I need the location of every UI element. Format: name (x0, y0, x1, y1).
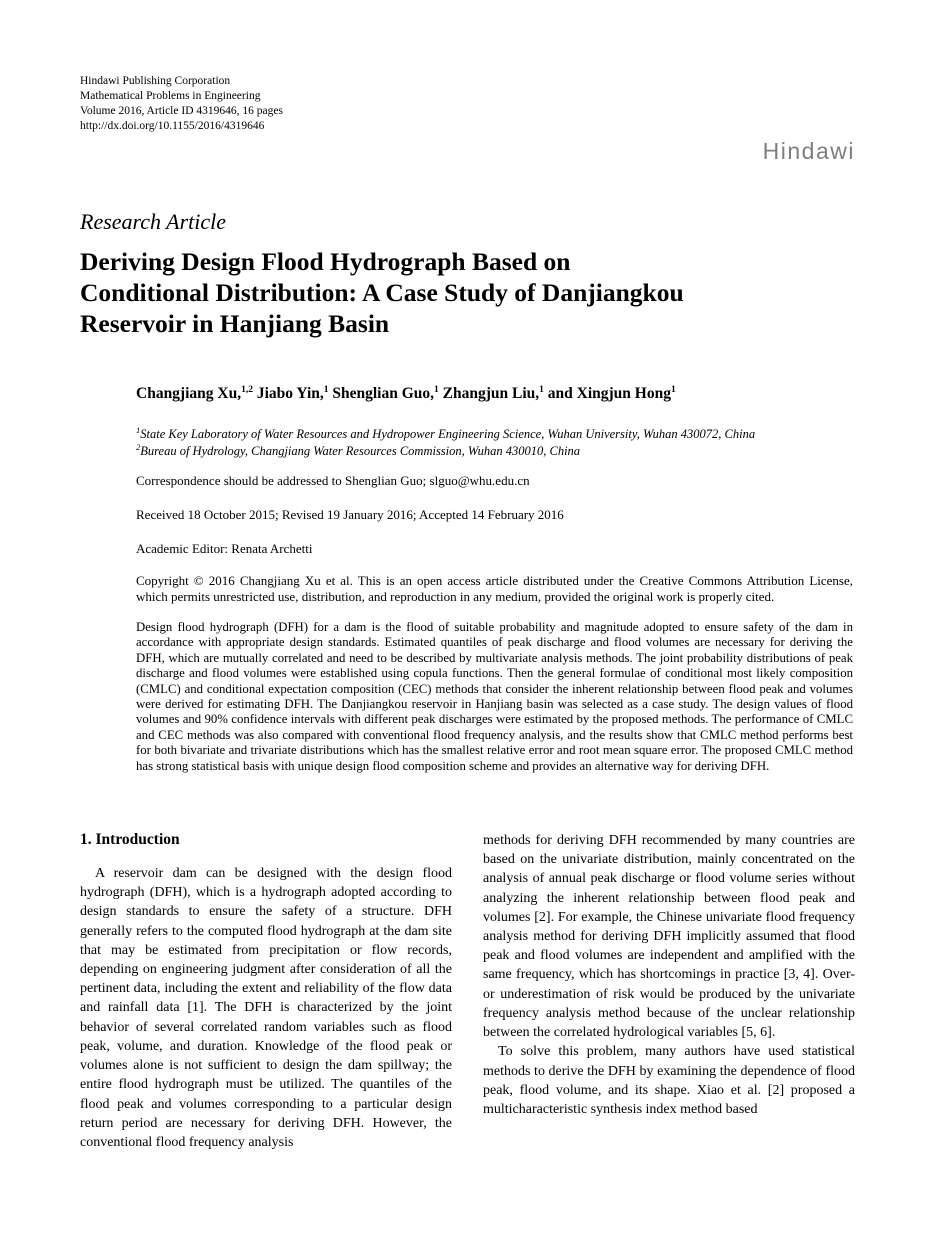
column-right (483, 831, 855, 1152)
author-affiliation-sup: 1 (539, 384, 544, 395)
front-matter (136, 385, 853, 774)
affiliation-line (136, 426, 853, 443)
doi-link[interactable]: http://dx.doi.org/10.1155/2016/4319646 (80, 120, 265, 132)
column-left (80, 831, 452, 1152)
publisher-name: Hindawi Publishing Corporation (80, 75, 231, 87)
academic-editor-line: Academic Editor: Renata Archetti (136, 541, 313, 556)
intro-paragraph: To solve this problem, many authors have used statistical methods to derive the DFH by examining the dependence of flood peak, flood volume, and its shape. Xiao et al. [2] proposed a multicharacteristic synthesis index method based (483, 1044, 855, 1117)
author-affiliation-sup: 1 (670, 384, 676, 395)
correspondence-email-link[interactable]: slguo@whu.edu.cn (429, 473, 530, 488)
article-type-label: Research Article (80, 209, 227, 234)
intro-paragraph: methods for deriving DFH recommended by many countries are based on the univariate distribution, mainly concentrated on the analysis of annual peak discharge or flood volume series without analyzing the inherent relationship between flood peak and volumes [2]. For example, the Chinese univariate flood frequency analysis method for deriving DFH implicitly assumed that flood peak and flood volumes are independent and amplified with the same frequency, which has shortcomings in practice [3, 4]. Over- or underestimation of risk would be produced by the univariate frequency analysis method because of the unclear relationship between the correlated hydrological variables [5, 6]. (483, 833, 855, 1041)
journal-name: Mathematical Problems in Engineering (80, 90, 261, 102)
author-name: Jiabo Yin, (256, 385, 324, 402)
affiliation-text: Bureau of Hydrology, Changjiang Water Resources Commission, Wuhan 430010, China (140, 443, 581, 458)
history-line: Received 18 October 2015; Revised 19 January 2016; Accepted 14 February 2016 (136, 507, 564, 522)
introduction-section (80, 831, 855, 1152)
correspondence-line (136, 473, 853, 489)
article-id-line: Volume 2016, Article ID 4319646, 16 pages (80, 105, 283, 117)
abstract-text: Design flood hydrograph (DFH) for a dam is the flood of suitable probability and magnitude adopted to ensure safety of the dam in accordance with appropriate design standards. Estimated quantiles of peak discharge and flood volumes are necessary for deriving the DFH, which are mutually correlated and need to be described by multivariate analysis methods. The joint probability distributions of peak discharge and flood volumes were established using copula functions. Then the general formulae of conditional most likely composition (CMLC) and conditional expectation composition (CEC) methods that consider the inherent relationship between flood peak and volumes were derived for estimating DFH. The Danjiangkou reservoir in Hanjiang basin was selected as a case study. The design values of flood volumes and 90% confidence intervals with different peak discharges were estimated by the proposed methods. The performance of CMLC and CEC methods was also compared with conventional flood frequency analysis, and the results show that CMLC method performs best for both bivariate and trivariate distributions which has the smallest relative error and root mean square error. The proposed CMLC method has strong statistical basis with unique design flood composition scheme and provides an alternative way for deriving DFH. (136, 620, 853, 773)
journal-header (80, 74, 855, 134)
affiliation-text: State Key Laboratory of Water Resources and Hydropower Engineering Science, Wuhan University, Wuhan 430072, China (140, 427, 756, 441)
author-affiliation-sup: 1 (434, 384, 439, 395)
author-name: Changjiang Xu, (136, 385, 242, 402)
author-affiliation-sup: 1,2 (241, 384, 253, 395)
correspondence-text: Correspondence should be addressed to Shenglian Guo; (136, 473, 430, 488)
hindawi-logo: Hindawi (762, 138, 855, 164)
intro-paragraph: A reservoir dam can be designed with the design flood hydrograph (DFH), which is a hydrograph adopted according to design standards to ensure the safety of a structure. DFH generally refers to the computed flood hydrograph at the dam site that may be estimated from precipitation or flow records, depending on engineering judgment after consideration of all the pertinent data, including the extent and reliability of the flow data and rainfall data [1]. The DFH is characterized by the joint behavior of several correlated random variables such as flood peak, volume, and duration. Knowledge of the flood peak or volumes alone is not sufficient to design the dam spillway; the entire flood hydrograph must be utilized. The quantiles of the flood peak and volumes corresponding to a particular design return period are necessary for deriving DFH. However, the conventional flood frequency analysis (80, 866, 452, 1150)
author-affiliation-sup: 1 (323, 384, 329, 395)
article-title-line: Conditional Distribution: A Case Study of Danjiangkou (80, 278, 684, 307)
logo-row (80, 138, 855, 165)
authors-line (136, 385, 853, 403)
author-name: and Xingjun Hong (547, 385, 671, 402)
affiliation-sup: 2 (136, 441, 141, 452)
author-name: Shenglian Guo, (332, 385, 435, 402)
article-title-line: Deriving Design Flood Hydrograph Based on (80, 247, 571, 276)
article-title-line: Reservoir in Hanjiang Basin (80, 309, 390, 338)
affiliation-line (136, 443, 853, 460)
copyright-notice: Copyright © 2016 Changjiang Xu et al. This is an open access article distributed under the Creative Commons Attribution License, which permits unrestricted use, distribution, and reproduction in any medium, provided the original work is properly cited. (136, 573, 853, 604)
affiliation-sup: 1 (136, 424, 141, 435)
affiliations (136, 426, 853, 459)
section-heading-introduction: 1. Introduction (80, 831, 180, 849)
author-name: Zhangjun Liu, (442, 385, 540, 402)
article-title (80, 246, 855, 339)
